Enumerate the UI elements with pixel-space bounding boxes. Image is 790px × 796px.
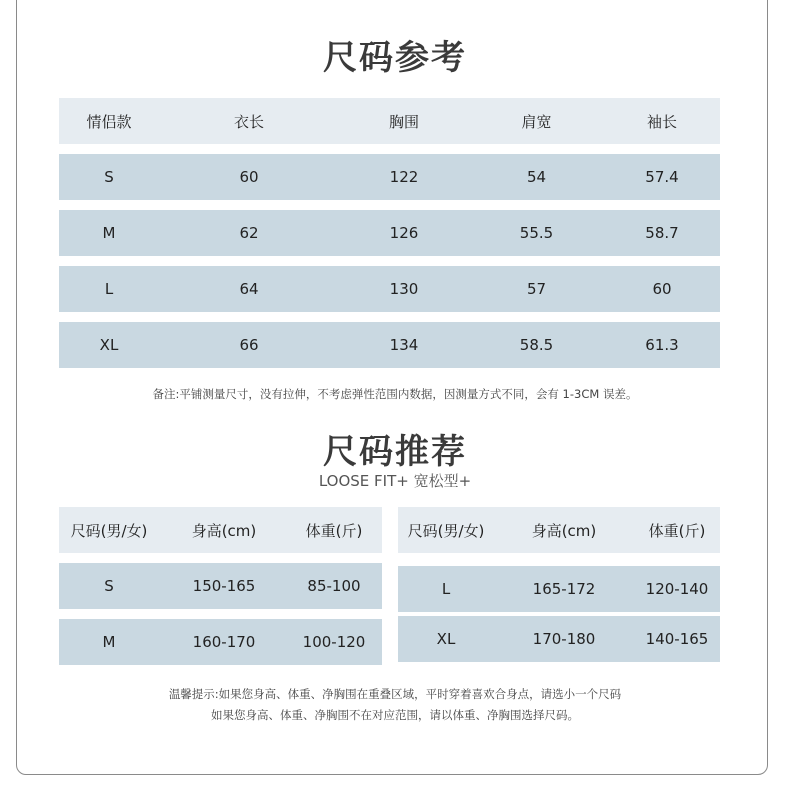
size-reference-title: 尺码参考 [323, 38, 467, 78]
size-recommend-subtitle: LOOSE FIT+ 宽松型+ [318, 472, 472, 490]
table-cell: 尺码(男/女) [70, 521, 148, 540]
table-header-row [398, 507, 720, 553]
table-cell: 134 [389, 336, 419, 354]
table-cell: 66 [239, 336, 259, 354]
size-reference-note: 备注:平铺测量尺寸，没有拉伸，不考虑弹性范围内数据，因测量方式不同，会有 1-3CM 误差。 [152, 387, 638, 401]
table-cell: 58.5 [519, 336, 554, 354]
table-cell: 126 [389, 224, 419, 242]
table-row [59, 210, 720, 256]
table-cell: 60 [652, 280, 672, 298]
table-cell: 61.3 [645, 336, 679, 354]
table-cell: 100-120 [302, 633, 366, 651]
table-cell: S [104, 168, 114, 186]
table-cell: 身高(cm) [191, 521, 257, 540]
table-row [59, 619, 382, 665]
table-cell: L [441, 580, 451, 598]
table-cell: 体重(斤) [305, 521, 363, 540]
table-cell: 170-180 [532, 630, 596, 648]
table-cell: 140-165 [645, 630, 709, 648]
table-cell: 64 [239, 280, 259, 298]
table-cell: M [102, 224, 116, 242]
table-cell: S [104, 577, 114, 595]
table-cell: 身高(cm) [531, 521, 597, 540]
table-header-row [59, 98, 720, 144]
table-cell: 130 [389, 280, 419, 298]
table-cell: 85-100 [307, 577, 361, 595]
table-cell: 胸围 [388, 112, 419, 131]
table-cell: 情侣款 [86, 112, 132, 131]
table-cell: M [102, 633, 116, 651]
table-header-row [59, 507, 382, 553]
table-cell: 62 [239, 224, 259, 242]
table-cell: 165-172 [532, 580, 596, 598]
table-cell: L [104, 280, 114, 298]
table-row [59, 322, 720, 368]
table-cell: 122 [389, 168, 419, 186]
table-cell: 肩宽 [521, 112, 552, 131]
size-recommend-title: 尺码推荐 [323, 432, 467, 472]
table-cell: 尺码(男/女) [407, 521, 485, 540]
table-cell: 150-165 [192, 577, 256, 595]
recommend-tip-line2: 如果您身高、体重、净胸围不在对应范围，请以体重、净胸围选择尺码。 [211, 708, 579, 722]
table-cell: 120-140 [645, 580, 709, 598]
table-cell: 衣长 [233, 112, 264, 131]
table-row [398, 616, 720, 662]
table-cell: XL [99, 336, 119, 354]
table-row [398, 566, 720, 612]
table-cell: 体重(斤) [648, 521, 706, 540]
table-cell: 58.7 [645, 224, 679, 242]
table-cell: 55.5 [519, 224, 554, 242]
recommend-tip-line1: 温馨提示:如果您身高、体重、净胸围在重叠区域，平时穿着喜欢合身点，请选小一个尺码 [168, 687, 622, 701]
table-cell: XL [436, 630, 456, 648]
table-cell: 54 [526, 168, 547, 186]
table-row [59, 563, 382, 609]
table-row [59, 266, 720, 312]
table-cell: 袖长 [646, 112, 677, 131]
table-cell: 60 [239, 168, 259, 186]
table-cell: 57 [526, 280, 547, 298]
table-cell: 57.4 [645, 168, 679, 186]
table-row [59, 154, 720, 200]
table-cell: 160-170 [192, 633, 256, 651]
